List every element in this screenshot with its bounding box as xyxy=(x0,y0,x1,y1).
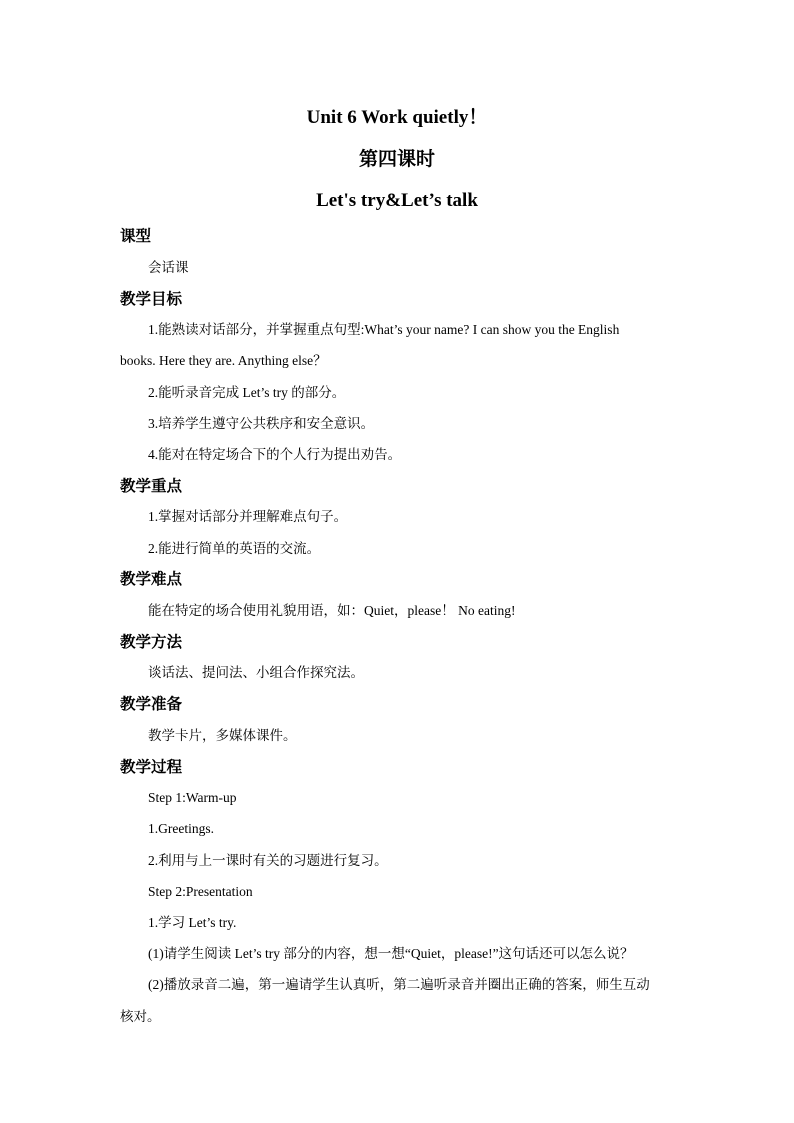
goal-item-3: 3.培养学生遵守公共秩序和安全意识。 xyxy=(148,416,375,431)
difficult-text: 能在特定的场合使用礼貌用语，如：Quiet，please！ No eating! xyxy=(148,603,516,618)
step-1-item-1: 1.Greetings. xyxy=(148,821,214,836)
section-heading-prep: 教学准备 xyxy=(120,694,183,713)
section-heading-process: 教学过程 xyxy=(120,757,183,776)
section-heading-key: 教学重点 xyxy=(120,476,183,495)
type-text: 会话课 xyxy=(148,260,189,275)
step-2-title: Step 2:Presentation xyxy=(148,884,253,899)
step-2-item-1b: (2)播放录音二遍，第一遍请学生认真听，第二遍听录音并圈出正确的答案，师生互动 xyxy=(148,977,650,992)
goal-item-4: 4.能对在特定场合下的个人行为提出劝告。 xyxy=(148,447,402,462)
lesson-period: 第四课时 xyxy=(358,149,435,170)
section-heading-goals: 教学目标 xyxy=(120,289,183,308)
lesson-name: Let's try&Let’s talk xyxy=(316,190,478,211)
step-1-item-2: 2.利用与上一课时有关的习题进行复习。 xyxy=(148,853,388,868)
goal-item-2: 2.能听录音完成 Let’s try 的部分。 xyxy=(148,385,346,400)
step-2-item-1a: (1)请学生阅读 Let’s try 部分的内容，想一想“Quiet，please!”这句话还可以怎么说？ xyxy=(148,946,634,961)
method-text: 谈话法、提问法、小组合作探究法。 xyxy=(148,665,364,680)
step-2-item-1b-cont: 核对。 xyxy=(120,1009,161,1024)
key-item-1: 1.掌握对话部分并理解难点句子。 xyxy=(148,509,348,524)
prep-text: 教学卡片，多媒体课件。 xyxy=(148,728,297,743)
step-2-item-1: 1.学习 Let’s try. xyxy=(148,915,237,930)
goal-item-1-cont: books. Here they are. Anything else？ xyxy=(120,353,327,368)
step-1-title: Step 1:Warm-up xyxy=(148,790,237,805)
goal-item-1: 1.能熟读对话部分，并掌握重点句型:What’s your name? I can show you the English xyxy=(148,322,620,337)
section-heading-method: 教学方法 xyxy=(120,632,183,651)
key-item-2: 2.能进行简单的英语的交流。 xyxy=(148,541,321,556)
section-heading-difficult: 教学难点 xyxy=(120,569,183,588)
section-heading-type: 课型 xyxy=(120,226,152,245)
unit-title: Unit 6 Work quietly！ xyxy=(306,107,488,128)
